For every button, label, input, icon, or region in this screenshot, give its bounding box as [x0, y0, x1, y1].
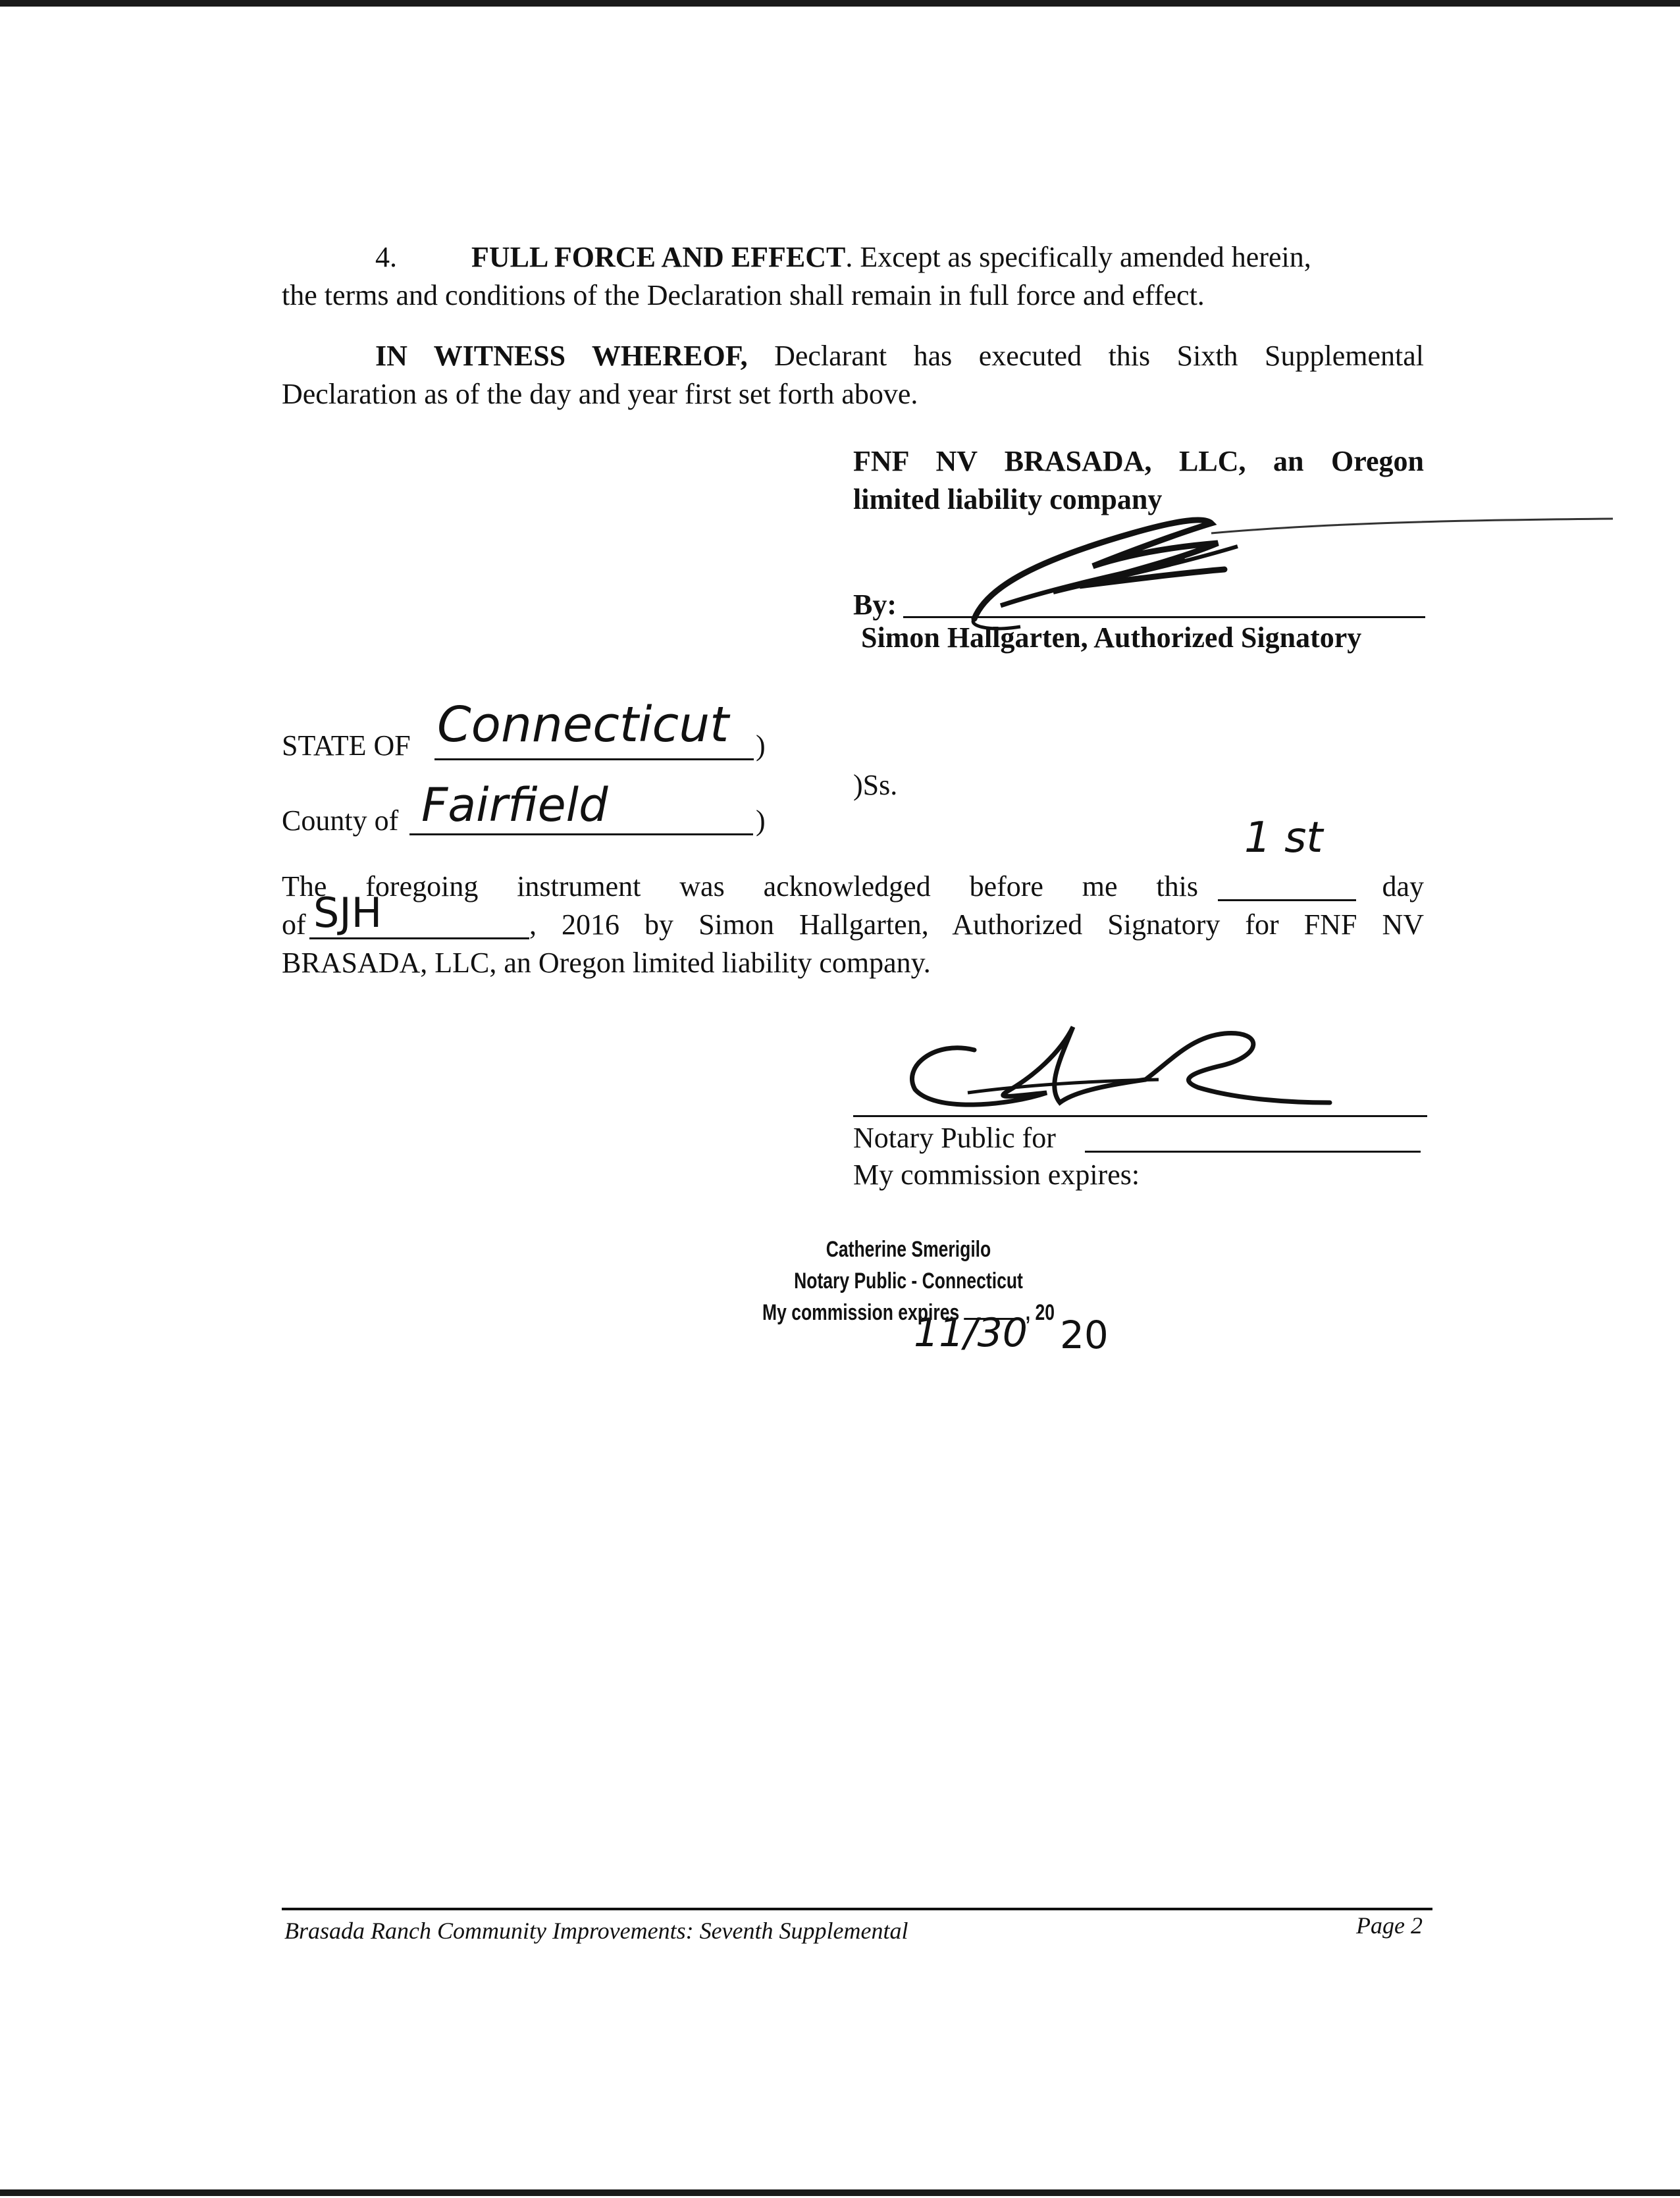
ack-line1-start: The foregoing instrument was acknowledged before me this [282, 870, 1198, 903]
section-text-line1: . Except as specifically amended herein, [845, 241, 1311, 273]
commission-expires: My commission expires: [853, 1159, 1140, 1191]
state-line [434, 758, 754, 760]
county-line [409, 833, 753, 835]
stamp-expires-value: 11/30 [914, 1310, 1028, 1356]
stamp-year-value: 20 [1060, 1313, 1109, 1357]
by-label: By: [853, 589, 897, 621]
notary-signature-line [853, 1115, 1427, 1117]
stamp-expires-label: My commission expires [762, 1300, 960, 1325]
state-value: Connecticut [437, 696, 729, 753]
county-paren: ) [756, 804, 766, 837]
notary-signature [895, 1014, 1343, 1119]
top-scan-edge [0, 0, 1680, 7]
ack-line2-rest: , 2016 by Simon Hallgarten, Authorized Signatory for FNF NV [529, 908, 1424, 941]
witness-paragraph [282, 337, 1424, 413]
notary-public-for-line [1085, 1151, 1421, 1153]
ss-label: )Ss. [853, 769, 898, 801]
bottom-scan-edge [0, 2189, 1680, 2196]
notary-public-for: Notary Public for [853, 1122, 1056, 1154]
section-heading: FULL FORCE AND EFFECT [471, 241, 846, 273]
section-number: 4. [375, 241, 397, 273]
footer-page-number: Page 2 [1356, 1912, 1423, 1939]
witness-line2: Declaration as of the day and year first set forth above. [282, 378, 918, 410]
month-value: SJH [313, 889, 382, 937]
stamp-title: Notary Public - Connecticut [794, 1269, 1023, 1294]
signer-name: Simon Hallgarten, Authorized Signatory [861, 621, 1362, 654]
witness-lead: IN WITNESS WHEREOF, [375, 340, 748, 372]
ack-line1-end: day [1382, 870, 1424, 903]
ack-line3: BRASADA, LLC, an Oregon limited liability company. [282, 947, 931, 979]
county-value: Fairfield [421, 778, 608, 832]
ack-line2-of: of [282, 908, 306, 941]
witness-line1: Declarant has executed this Sixth Supplemental [774, 340, 1425, 372]
state-paren: ) [756, 729, 766, 762]
company-line1: FNF NV BRASADA, LLC, an Oregon [853, 445, 1424, 477]
county-label: County of [282, 804, 399, 837]
company-line2: limited liability company [853, 483, 1163, 515]
day-value: 1 st [1244, 814, 1323, 862]
section-text-line2: the terms and conditions of the Declaration shall remain in full force and effect. [282, 279, 1205, 311]
footer-title: Brasada Ranch Community Improvements: Seventh Supplemental [284, 1918, 908, 1944]
stamp-name: Catherine Smerigilo [826, 1237, 991, 1262]
day-line [1218, 899, 1356, 901]
acknowledgment-paragraph [282, 868, 1424, 982]
state-label: STATE OF [282, 729, 411, 762]
month-line [309, 937, 529, 939]
section-4-paragraph [282, 238, 1424, 315]
stamp-year-prefix: , 20 [1025, 1300, 1055, 1325]
footer-rule [282, 1908, 1432, 1910]
